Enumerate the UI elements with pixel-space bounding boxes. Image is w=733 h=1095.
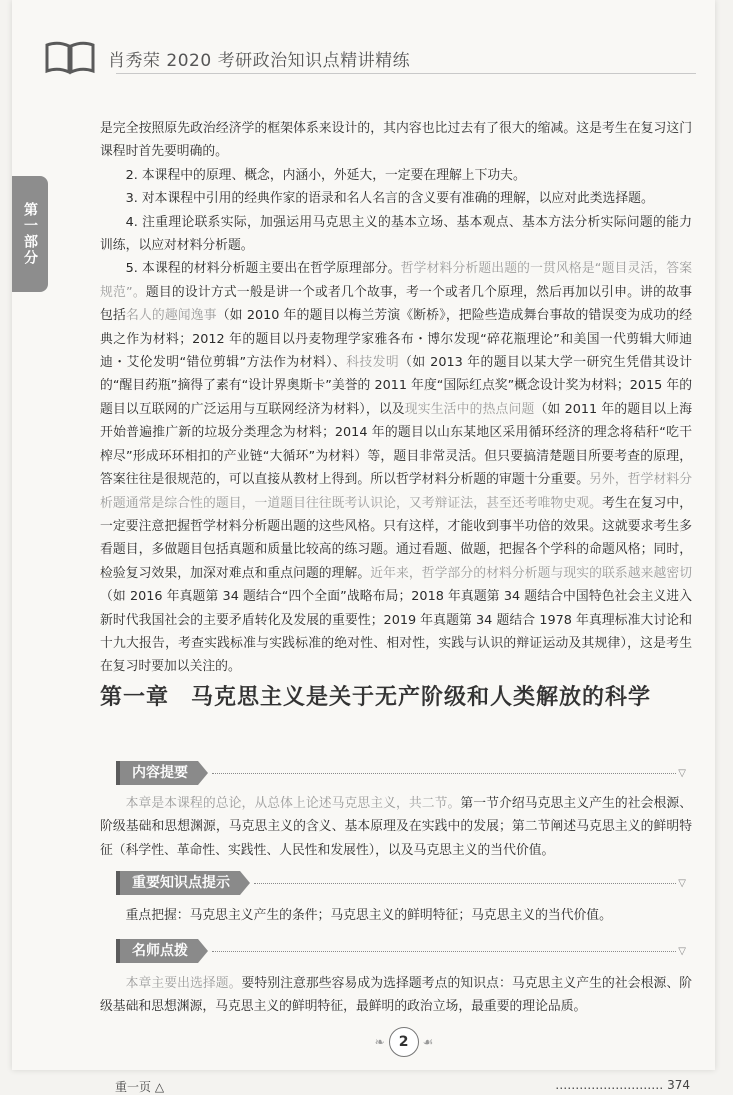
running-head — [44, 38, 704, 78]
p5-design: 题目的设计方式一般是讲一个或者几个故事，考一个或者几个原理，然后再加以引申。讲的故事包括 — [100, 284, 692, 324]
section-label-summary: 内容提要 — [116, 761, 198, 785]
p5-tech-examples: （如 2013 年的题目以某大学一研究生凭借其设计的“醒目药瓶”摘得了素有“设计界奥斯卡”美誉的 2011 年度“国际红点奖”概念设计奖为材料；2015 年的题目以互联网的广泛运用与互联网经济为材料），以及 — [100, 355, 692, 417]
section-body-tips — [100, 972, 692, 1019]
paragraph-4: 4. 注重理论联系实际，加强运用马克思主义的基本立场、基本观点、基本方法分析实际问题的能力训练，以应对材料分析题。 — [100, 214, 692, 254]
section-divider — [212, 951, 676, 952]
p5-recent-trend: 近年来，哲学部分的材料分析题与现实的联系越来越密切 — [370, 565, 693, 581]
intro-body — [100, 117, 692, 679]
p5-comprehensive-note: 另外，哲学材料分析题通常是综合性的题目，一道题目往往既考认识论，又考辩证法，甚至还考唯物史观。 — [100, 472, 693, 511]
key-points-text — [100, 904, 692, 927]
paragraph-1: 是完全按照原先政治经济学的框架体系来设计的，其内容也比过去有了很大的缩减。这是考生在复习这门课程时首先要明确的。 — [100, 121, 692, 160]
next-page-bleed-left: 重一页 △ — [115, 1080, 165, 1094]
paragraph-5 — [100, 257, 692, 678]
tips-lead: 本章主要出选择题。 — [125, 976, 242, 991]
running-title: 肖秀荣 2020 考研政治知识点精讲精练 — [108, 50, 411, 71]
chapter-title — [100, 680, 700, 711]
page-number-badge: 2 — [389, 1027, 419, 1057]
section-head-tips — [116, 938, 686, 964]
p5-tech-term: 科技发明 — [346, 355, 400, 371]
open-book-icon — [44, 41, 96, 75]
p5-hot-topic-term: 现实生活中的热点问题 — [404, 401, 535, 417]
triangle-marker-icon: ▽ — [678, 877, 686, 889]
key-points-lead: 重点把握：马克思主义产生的条件；马克思主义的鲜明特征；马克思主义的当代价值。 — [125, 908, 612, 923]
triangle-marker-icon: ▽ — [678, 945, 686, 957]
chapter-name: 马克思主义是关于无产阶级和人类解放的科学 — [191, 684, 652, 710]
p5-lead: 5. 本课程的材料分析题主要出在哲学原理部分。 — [125, 261, 401, 277]
p5-style-note: 哲学材料分析题出题的一贯风格是“题目灵活，答案规范”。 — [100, 261, 692, 300]
paragraph-3: 3. 对本课程中引用的经典作家的语录和名人名言的含义要有准确的理解，以应对此类选择题。 — [125, 191, 654, 207]
section-divider — [212, 773, 676, 774]
section-body-key-points — [100, 904, 692, 927]
p5-anecdote-term: 名人的趣闻逸事 — [125, 308, 217, 324]
ornament-icon: ☙ — [422, 1035, 434, 1049]
tips-detail: 要特别注意那些容易成为选择题考点的知识点：马克思主义产生的社会根源、阶级基础和思想渊源，马克思主义的鲜明特征，最鲜明的政治立场，最重要的理论品质。 — [100, 976, 693, 1015]
p5-hot-topic-examples: （如 2011 年的题目以上海开始普遍推广新的垃圾分类理念为材料；2014 年的题目以山东某地区采用循环经济的理念将秸秆“吃干榨尽”形成环环相扣的产业链“大循环”为材料）等，题目非常灵活。但只要搞清楚题目所要考查的原理，答案往往是很规范的，可以直接从教材上得到。所以哲学材料分析题的审题十分重要。 — [100, 401, 692, 488]
tips-text — [100, 972, 692, 1019]
p5-anecdote-examples: （如 2010 年的题目以梅兰芳演《断桥》，把险些造成舞台事故的错误变为成功的经典之作为材料；2012 年的题目以丹麦物理学家雅各布・博尔发现“碎花瓶理论”和美国一代剪辑大师迪迪・艾伦发明“错位剪辑”方法作为材料）、 — [100, 308, 693, 371]
next-page-bleed-right: ……………………… 374 — [555, 1078, 690, 1092]
section-label-tips: 名师点拨 — [116, 939, 198, 963]
page-number — [364, 1025, 444, 1059]
triangle-marker-icon: ▽ — [678, 767, 686, 779]
summary-text — [100, 792, 692, 862]
section-body-summary — [100, 792, 692, 862]
summary-lead: 本章是本课程的总论，从总体上论述马克思主义，共二节。 — [125, 796, 461, 811]
p5-advice: 考生在复习中，一定要注意把握哲学材料分析题出题的这些风格。只有这样，才能收到事半功倍的效果。这就要求考生多看题目，多做题目包括真题和质量比较高的练习题。通过看题、做题，把握各个学科的命题风格；同时，检验复习效果，加深对难点和重点问题的理解。 — [100, 495, 693, 581]
section-label-key-points: 重要知识点提示 — [116, 871, 240, 895]
ornament-icon: ❧ — [374, 1035, 385, 1049]
chapter-number: 第一章 — [100, 684, 170, 710]
section-head-summary — [116, 760, 686, 786]
section-head-key-points — [116, 870, 686, 896]
header-divider — [116, 73, 696, 74]
p5-recent-examples: （如 2016 年真题第 34 题结合“四个全面”战略布局；2018 年真题第 34 题结合中国特色社会主义进入新时代我国社会的主要矛盾转化及发展的重要性；2019 年真题第 34 题结合 1978 年真理标准大讨论和十九大报告，考查实践标准与实践标准的绝对性、相对性，实践与认识的辩证运动及其规律），这是考生在复习时要加以关注的。 — [100, 589, 692, 675]
book-page — [12, 0, 715, 1070]
paragraph-2: 2. 本课程中的原理、概念，内涵小，外延大，一定要在理解上下功夫。 — [125, 167, 526, 183]
summary-detail: 第一节介绍马克思主义产生的社会根源、阶级基础和思想渊源，马克思主义的含义、基本原理及在实践中的发展；第二节阐述马克思主义的鲜明特征（科学性、革命性、实践性、人民性和发展性），以及马克思主义的当代价值。 — [100, 796, 693, 858]
part-side-tab: 第一部分 — [12, 176, 48, 292]
section-divider — [254, 883, 676, 884]
